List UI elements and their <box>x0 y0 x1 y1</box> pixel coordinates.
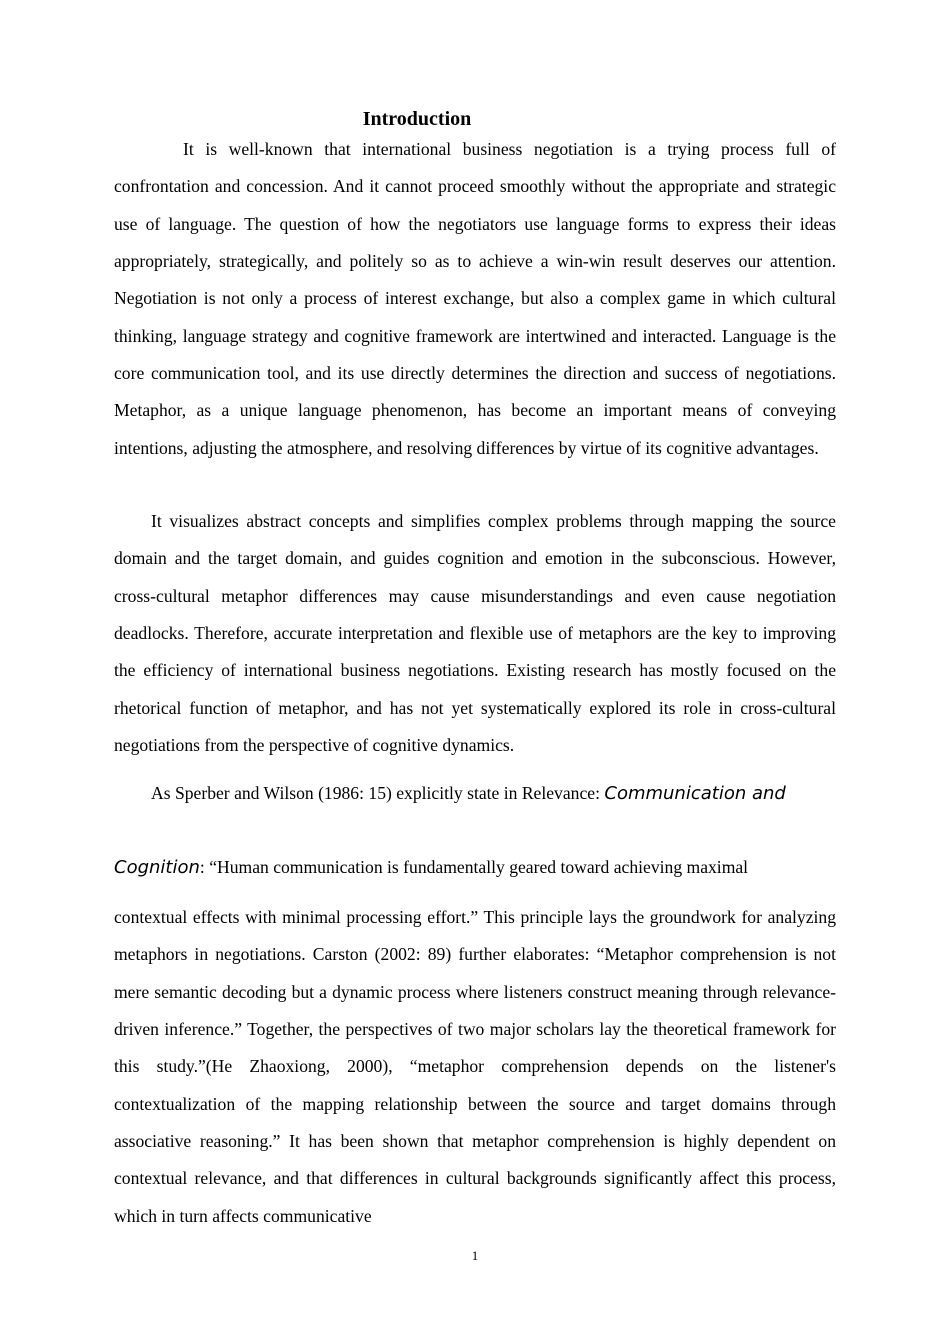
quotation-text: : “Human communication is fundamentally geared toward achieving maximal <box>199 857 749 877</box>
section-heading: Introduction <box>362 108 472 130</box>
body-paragraph-2: It visualizes abstract concepts and simplifies complex problems through mapping the source domain and the target domain, and guides cognition and emotion in the subconscious. However, cross-cultural metaphor differences may cause misunderstandings and even cause negotiation deadlocks. Therefore, accurate interpretation and flexible use of metaphors are the key to improving the efficiency of international business negotiations. Existing research has mostly focused on the rhetorical function of metaphor, and has not yet systematically explored its role in cross-cultural negotiations from the perspective of cognitive dynamics. <box>114 511 836 756</box>
body-paragraph-3-lead <box>114 775 836 812</box>
citation-lead-text: As Sperber and Wilson (1986: 15) explicitly state in Relevance: <box>151 783 605 803</box>
book-title-part-2: Cognition <box>114 857 200 878</box>
body-paragraph-4: contextual effects with minimal processing effort.” This principle lays the groundwork for analyzing metaphors in negotiations. Carston (2002: 89) further elaborates: “Metaphor comprehension is not mere semantic decoding but a dynamic process where listeners construct meaning through relevance-driven inference.” Together, the perspectives of two major scholars lay the theoretical framework for this study.”(He Zhaoxiong, 2000), “metaphor comprehension depends on the listener's contextualization of the mapping relationship between the source and target domains through associative reasoning.” It has been shown that metaphor comprehension is highly dependent on contextual relevance, and that differences in cultural backgrounds significantly affect this process, which in turn affects communicative <box>114 907 836 1226</box>
body-paragraph-3-continued <box>114 849 836 886</box>
body-paragraph-1: It is well-known that international business negotiation is a trying process full of confrontation and concession. And it cannot proceed smoothly without the appropriate and strategic use of language. The question of how the negotiators use language forms to express their ideas appropriately, strategically, and politely so as to achieve a win-win result deserves our attention. Negotiation is not only a process of interest exchange, but also a complex game in which cultural thinking, language strategy and cognitive framework are intertwined and interacted. Language is the core communication tool, and its use directly determines the direction and success of negotiations. Metaphor, as a unique language phenomenon, has become an important means of conveying intentions, adjusting the atmosphere, and resolving differences by virtue of its cognitive advantages. <box>114 139 836 458</box>
book-title-part-1: Communication and <box>604 783 786 804</box>
page-number: 1 <box>471 1248 479 1263</box>
